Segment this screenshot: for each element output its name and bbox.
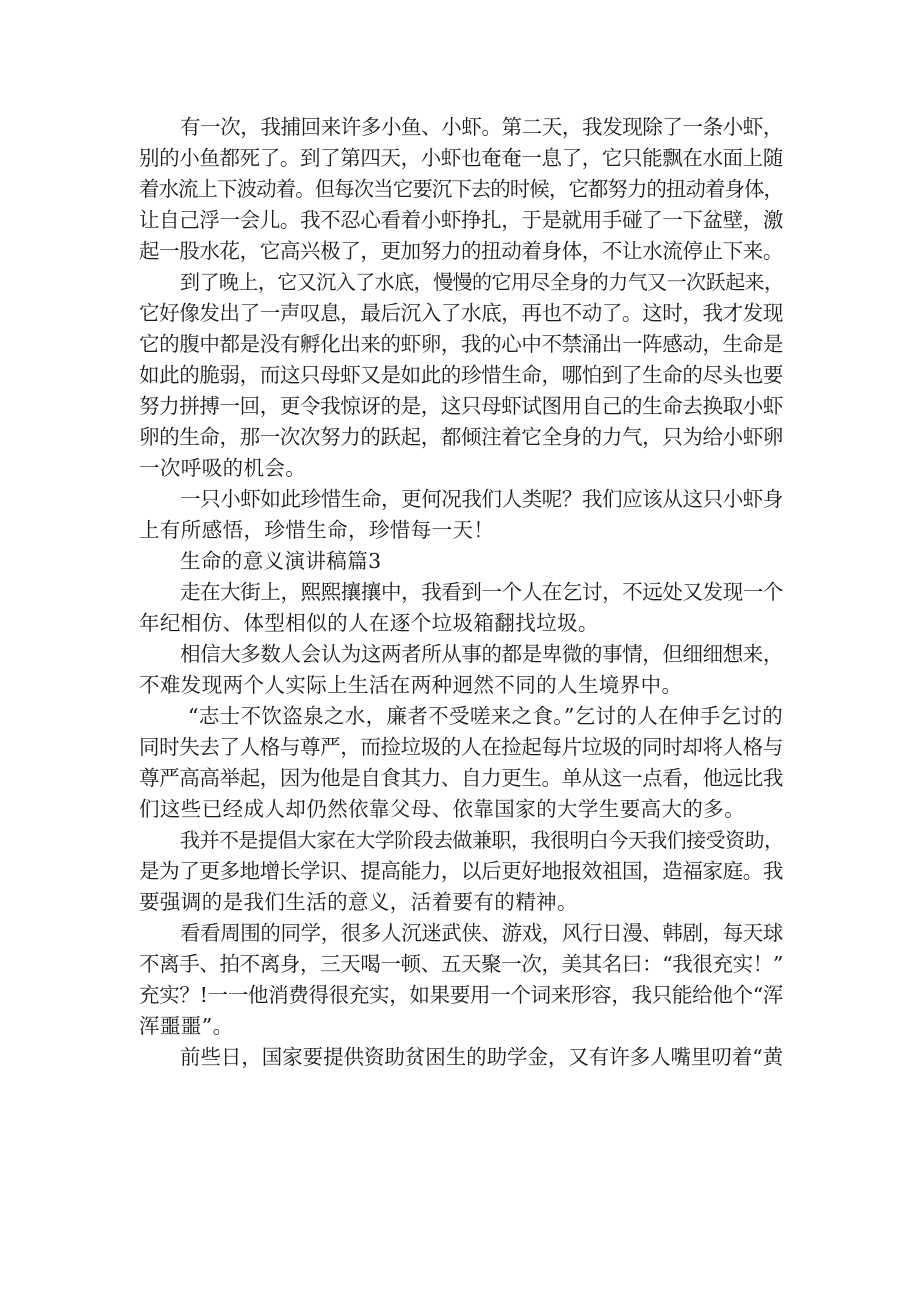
paragraph-line: 别的小鱼都死了。到了第四天，小虾也奄奄一息了，它只能飘在水面上随 [139,146,783,170]
paragraph-line: 是为了更多地增长学识、提高能力，以后更好地报效祖国，造福家庭。我 [139,859,783,883]
paragraph-line: 让自己浮一会儿。我不忍心看着小虾挣扎，于是就用手碰了一下盆壁，激 [139,208,783,232]
paragraph-line: 走在大街上，熙熙攘攘中，我看到一个人在乞讨，不远处又发现一个 [180,580,783,604]
section-title: 生命的意义演讲稿篇3 [180,549,382,573]
paragraph-line: 努力拼搏一回，更令我惊讶的是，这只母虾试图用自己的生命去换取小虾 [139,394,783,418]
paragraph-line: 前些日，国家要提供资助贫困生的助学金，又有许多人嘴里叨着“黄 [180,1045,783,1069]
paragraph [139,577,783,639]
paragraph [139,701,783,825]
paragraph-line: 相信大多数人会认为这两者所从事的都是卑微的事情，但细细想来， [180,642,783,666]
paragraph-line: 到了晚上，它又沉入了水底，慢慢的它用尽全身的力气又一次跃起来， [180,270,783,294]
paragraph-line: 们这些已经成人却仍然依靠父母、依靠国家的大学生要高大的多。 [139,797,746,821]
paragraph-line: 上有所感悟，珍惜生命，珍惜每一天！ [139,518,495,542]
paragraph-line: 尊严高高举起，因为他是自食其力、自力更生。单从这一点看，他远比我 [139,766,783,790]
paragraph [139,112,783,267]
paragraph-line: 有一次，我捕回来许多小鱼、小虾。第二天，我发现除了一条小虾， [180,115,783,139]
paragraph [139,484,783,546]
paragraph [139,267,783,484]
paragraph-line: 如此的脆弱，而这只母虾又是如此的珍惜生命，哪怕到了生命的尽头也要 [139,363,783,387]
paragraph-line: “志士不饮盗泉之水，廉者不受嗟来之食。”乞讨的人在伸手乞讨的 [188,704,783,728]
paragraph-line: 它的腹中都是没有孵化出来的虾卵，我的心中不禁涌出一阵感动，生命是 [139,332,783,356]
paragraph [139,825,783,918]
paragraph-line: 起一股水花，它高兴极了，更加努力的扭动着身体，不让水流停止下来。 [139,239,783,263]
paragraph [139,918,783,1042]
paragraph [139,639,783,701]
paragraph-line: 不难发现两个人实际上生活在两种迥然不同的人生境界中。 [139,673,683,697]
paragraph-line: 卵的生命，那一次次努力的跃起，都倾注着它全身的力气，只为给小虾卵 [139,425,783,449]
paragraph-line: 我并不是提倡大家在大学阶段去做兼职，我很明白今天我们接受资助， [180,828,783,852]
paragraph-line: 同时失去了人格与尊严，而捡垃圾的人在捡起每片垃圾的同时却将人格与 [139,735,783,759]
document-body [139,112,783,1073]
paragraph-line: 看看周围的同学，很多人沉迷武侠、游戏，风行日漫、韩剧，每天球 [180,921,783,945]
section-heading [139,546,783,577]
paragraph [139,1042,783,1073]
paragraph-line: 要强调的是我们生活的意义，活着要有的精神。 [139,890,578,914]
paragraph-line: 年纪相仿、体型相似的人在逐个垃圾箱翻找垃圾。 [139,611,599,635]
paragraph-line: 一次呼吸的机会。 [139,456,307,480]
paragraph-line: 它好像发出了一声叹息，最后沉入了水底，再也不动了。这时，我才发现 [139,301,783,325]
paragraph-line: 着水流上下波动着。但每次当它要沉下去的时候，它都努力的扭动着身体， [139,177,783,201]
paragraph-line: 不离手、拍不离身，三天喝一顿、五天聚一次，美其名曰：“我很充实！” [139,952,783,976]
paragraph-line: 浑噩噩”。 [139,1014,234,1038]
paragraph-line: 一只小虾如此珍惜生命，更何况我们人类呢？我们应该从这只小虾身 [180,487,783,511]
paragraph-line: 充实？!一一他消费得很充实，如果要用一个词来形容，我只能给他个“浑 [139,983,783,1007]
